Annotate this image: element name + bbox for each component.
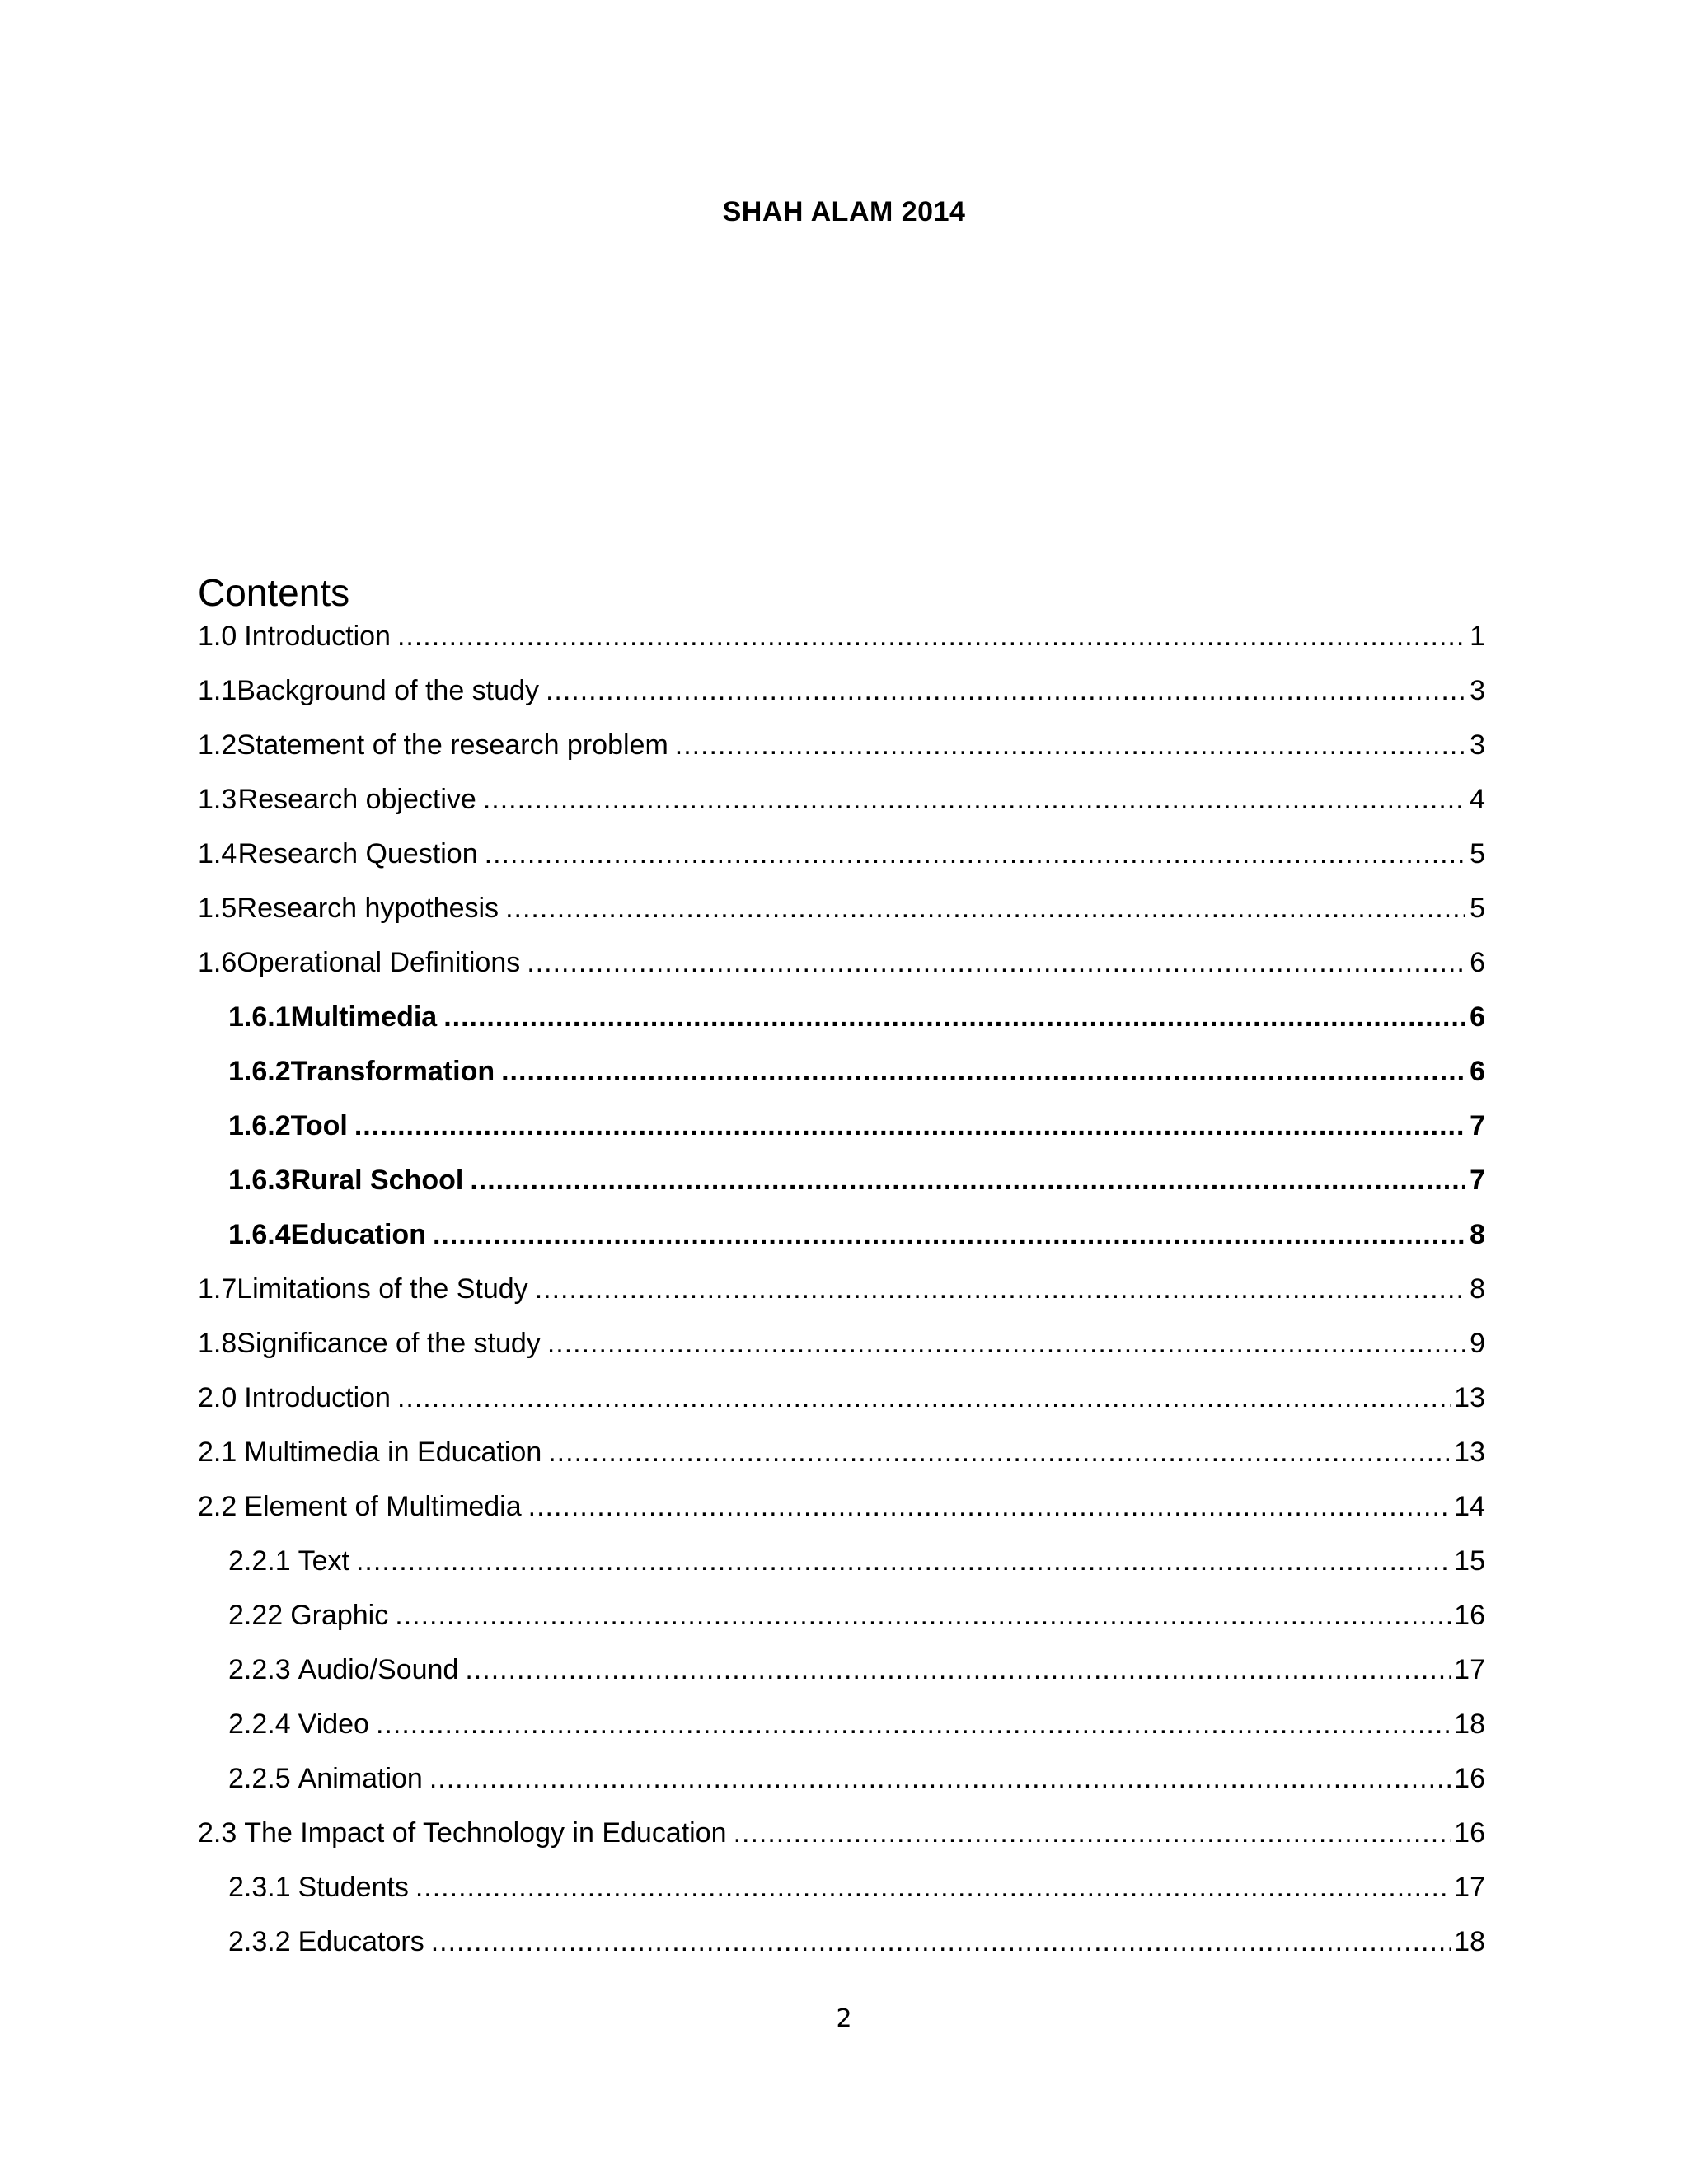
toc-entry-title: Students bbox=[298, 1872, 409, 1903]
table-of-contents bbox=[198, 620, 1485, 1958]
toc-entry[interactable] bbox=[198, 1414, 1485, 1469]
toc-entry-title: Rural School bbox=[290, 1165, 464, 1196]
toc-entry[interactable] bbox=[198, 1360, 1485, 1414]
toc-entry[interactable] bbox=[198, 653, 1485, 707]
toc-entry-number: 1.5 bbox=[198, 893, 237, 924]
toc-dot-leader bbox=[528, 1490, 1451, 1523]
toc-dot-leader bbox=[376, 1708, 1451, 1741]
toc-dot-leader bbox=[535, 1272, 1465, 1305]
toc-entry-page: 6 bbox=[1470, 1001, 1485, 1033]
toc-dot-leader bbox=[356, 1544, 1451, 1577]
toc-entry[interactable] bbox=[198, 1469, 1485, 1523]
toc-dot-leader bbox=[501, 1055, 1465, 1088]
toc-entry[interactable] bbox=[198, 979, 1485, 1033]
toc-entry-number: 2.3.1 bbox=[228, 1872, 291, 1903]
toc-entry-page: 18 bbox=[1454, 1708, 1485, 1740]
toc-entry[interactable] bbox=[198, 1088, 1485, 1142]
toc-dot-leader bbox=[429, 1762, 1451, 1795]
toc-entry-title: Transformation bbox=[290, 1056, 495, 1087]
toc-entry-page: 4 bbox=[1470, 784, 1485, 815]
toc-entry-number: 1.3 bbox=[198, 784, 237, 815]
toc-entry[interactable] bbox=[198, 1251, 1485, 1305]
toc-entry-number: 2.1 bbox=[198, 1436, 237, 1468]
toc-entry-page: 16 bbox=[1454, 1817, 1485, 1849]
toc-entry-page: 8 bbox=[1470, 1219, 1485, 1250]
toc-dot-leader bbox=[470, 1164, 1465, 1197]
toc-dot-leader bbox=[465, 1653, 1451, 1686]
toc-entry-number: 1.8 bbox=[198, 1328, 237, 1359]
toc-entry-number: 2.22 bbox=[228, 1600, 284, 1631]
toc-entry-title: Education bbox=[290, 1219, 426, 1250]
toc-entry-number: 2.0 bbox=[198, 1382, 237, 1413]
toc-entry-title: Operational Definitions bbox=[237, 947, 521, 978]
toc-entry[interactable] bbox=[198, 1849, 1485, 1904]
toc-dot-leader bbox=[397, 620, 1465, 653]
toc-entry[interactable] bbox=[198, 1142, 1485, 1197]
toc-entry-page: 16 bbox=[1454, 1600, 1485, 1631]
toc-dot-leader bbox=[395, 1599, 1451, 1632]
toc-entry-title: Introduction bbox=[244, 1382, 391, 1413]
toc-entry[interactable] bbox=[198, 1904, 1485, 1958]
toc-entry-number: 1.7 bbox=[198, 1273, 237, 1305]
toc-entry-number: 1.6.3 bbox=[228, 1165, 291, 1196]
toc-entry-title: Video bbox=[298, 1708, 369, 1740]
toc-entry-page: 1 bbox=[1470, 621, 1485, 652]
toc-entry-title: The Impact of Technology in Education bbox=[244, 1817, 727, 1849]
toc-entry-page: 6 bbox=[1470, 1056, 1485, 1087]
toc-entry-number: 1.6.2 bbox=[228, 1056, 291, 1087]
toc-entry[interactable] bbox=[198, 1686, 1485, 1741]
toc-dot-leader bbox=[354, 1109, 1465, 1142]
toc-entry-title: Educators bbox=[298, 1926, 424, 1957]
toc-entry-title: Research Question bbox=[237, 838, 478, 869]
toc-dot-leader bbox=[433, 1218, 1465, 1251]
toc-entry-title: Research hypothesis bbox=[237, 893, 499, 924]
toc-dot-leader bbox=[527, 946, 1465, 979]
toc-dot-leader bbox=[734, 1816, 1451, 1849]
toc-dot-leader bbox=[397, 1381, 1451, 1414]
toc-entry-page: 18 bbox=[1454, 1926, 1485, 1957]
toc-entry[interactable] bbox=[198, 870, 1485, 925]
toc-entry[interactable] bbox=[198, 1741, 1485, 1795]
toc-dot-leader bbox=[546, 674, 1465, 707]
toc-entry-title: Audio/Sound bbox=[298, 1654, 459, 1685]
toc-entry-number: 1.6 bbox=[198, 947, 237, 978]
page-number: 2 bbox=[836, 2004, 852, 2033]
toc-entry-page: 3 bbox=[1470, 729, 1485, 761]
contents-heading: Contents bbox=[198, 571, 350, 614]
toc-entry-page: 6 bbox=[1470, 947, 1485, 978]
toc-entry[interactable] bbox=[198, 1577, 1485, 1632]
toc-entry[interactable] bbox=[198, 762, 1485, 816]
toc-entry-page: 17 bbox=[1454, 1654, 1485, 1685]
toc-entry-number: 2.2.3 bbox=[228, 1654, 291, 1685]
toc-entry-number: 1.6.2 bbox=[228, 1110, 291, 1141]
toc-entry-number: 1.2 bbox=[198, 729, 237, 761]
toc-entry-page: 13 bbox=[1454, 1436, 1485, 1468]
toc-entry-number: 2.2 bbox=[198, 1491, 237, 1522]
toc-entry[interactable] bbox=[198, 1523, 1485, 1577]
toc-entry-page: 13 bbox=[1454, 1382, 1485, 1413]
toc-entry[interactable] bbox=[198, 707, 1485, 762]
toc-entry-title: Background of the study bbox=[237, 675, 539, 706]
toc-dot-leader bbox=[548, 1436, 1451, 1469]
toc-entry-title: Animation bbox=[298, 1763, 423, 1794]
toc-dot-leader bbox=[431, 1925, 1451, 1958]
toc-entry-number: 2.2.4 bbox=[228, 1708, 291, 1740]
toc-entry-number: 2.3.2 bbox=[228, 1926, 291, 1957]
toc-entry-title: Graphic bbox=[290, 1600, 389, 1631]
toc-entry-number: 2.3 bbox=[198, 1817, 237, 1849]
toc-dot-leader bbox=[415, 1871, 1451, 1904]
toc-entry-page: 5 bbox=[1470, 893, 1485, 924]
toc-entry-page: 5 bbox=[1470, 838, 1485, 869]
toc-entry-page: 7 bbox=[1470, 1165, 1485, 1196]
toc-entry-title: Significance of the study bbox=[237, 1328, 541, 1359]
toc-entry-page: 9 bbox=[1470, 1328, 1485, 1359]
toc-entry[interactable] bbox=[198, 816, 1485, 870]
toc-entry-number: 1.4 bbox=[198, 838, 237, 869]
toc-entry-title: Research objective bbox=[237, 784, 476, 815]
toc-dot-leader bbox=[485, 837, 1465, 870]
toc-entry-number: 2.2.5 bbox=[228, 1763, 291, 1794]
toc-entry[interactable] bbox=[198, 620, 1485, 653]
toc-dot-leader bbox=[547, 1327, 1465, 1360]
toc-entry-title: Introduction bbox=[244, 621, 391, 652]
toc-entry-title: Multimedia bbox=[290, 1001, 438, 1033]
toc-entry-title: Limitations of the Study bbox=[237, 1273, 528, 1305]
toc-entry-title: Element of Multimedia bbox=[244, 1491, 522, 1522]
toc-dot-leader bbox=[675, 729, 1465, 762]
toc-entry-page: 7 bbox=[1470, 1110, 1485, 1141]
toc-entry-title: Text bbox=[298, 1545, 349, 1577]
toc-entry-number: 1.6.4 bbox=[228, 1219, 291, 1250]
toc-dot-leader bbox=[483, 783, 1465, 816]
toc-entry-page: 17 bbox=[1454, 1872, 1485, 1903]
toc-entry[interactable] bbox=[198, 1033, 1485, 1088]
toc-entry[interactable] bbox=[198, 1632, 1485, 1686]
toc-entry-number: 1.1 bbox=[198, 675, 237, 706]
toc-entry-page: 8 bbox=[1470, 1273, 1485, 1305]
toc-entry-title: Tool bbox=[290, 1110, 348, 1141]
toc-entry-page: 15 bbox=[1454, 1545, 1485, 1577]
toc-entry[interactable] bbox=[198, 1197, 1485, 1251]
toc-dot-leader bbox=[505, 892, 1465, 925]
toc-entry-page: 14 bbox=[1454, 1491, 1485, 1522]
toc-entry-page: 3 bbox=[1470, 675, 1485, 706]
page-header: SHAH ALAM 2014 bbox=[722, 196, 966, 227]
toc-entry-title: Multimedia in Education bbox=[244, 1436, 542, 1468]
toc-entry-page: 16 bbox=[1454, 1763, 1485, 1794]
toc-entry-number: 2.2.1 bbox=[228, 1545, 291, 1577]
toc-dot-leader bbox=[443, 1001, 1465, 1033]
toc-entry-number: 1.0 bbox=[198, 621, 237, 652]
toc-entry-number: 1.6.1 bbox=[228, 1001, 291, 1033]
toc-entry[interactable] bbox=[198, 1795, 1485, 1849]
toc-entry[interactable] bbox=[198, 925, 1485, 979]
toc-entry[interactable] bbox=[198, 1305, 1485, 1360]
toc-entry-title: Statement of the research problem bbox=[237, 729, 668, 761]
